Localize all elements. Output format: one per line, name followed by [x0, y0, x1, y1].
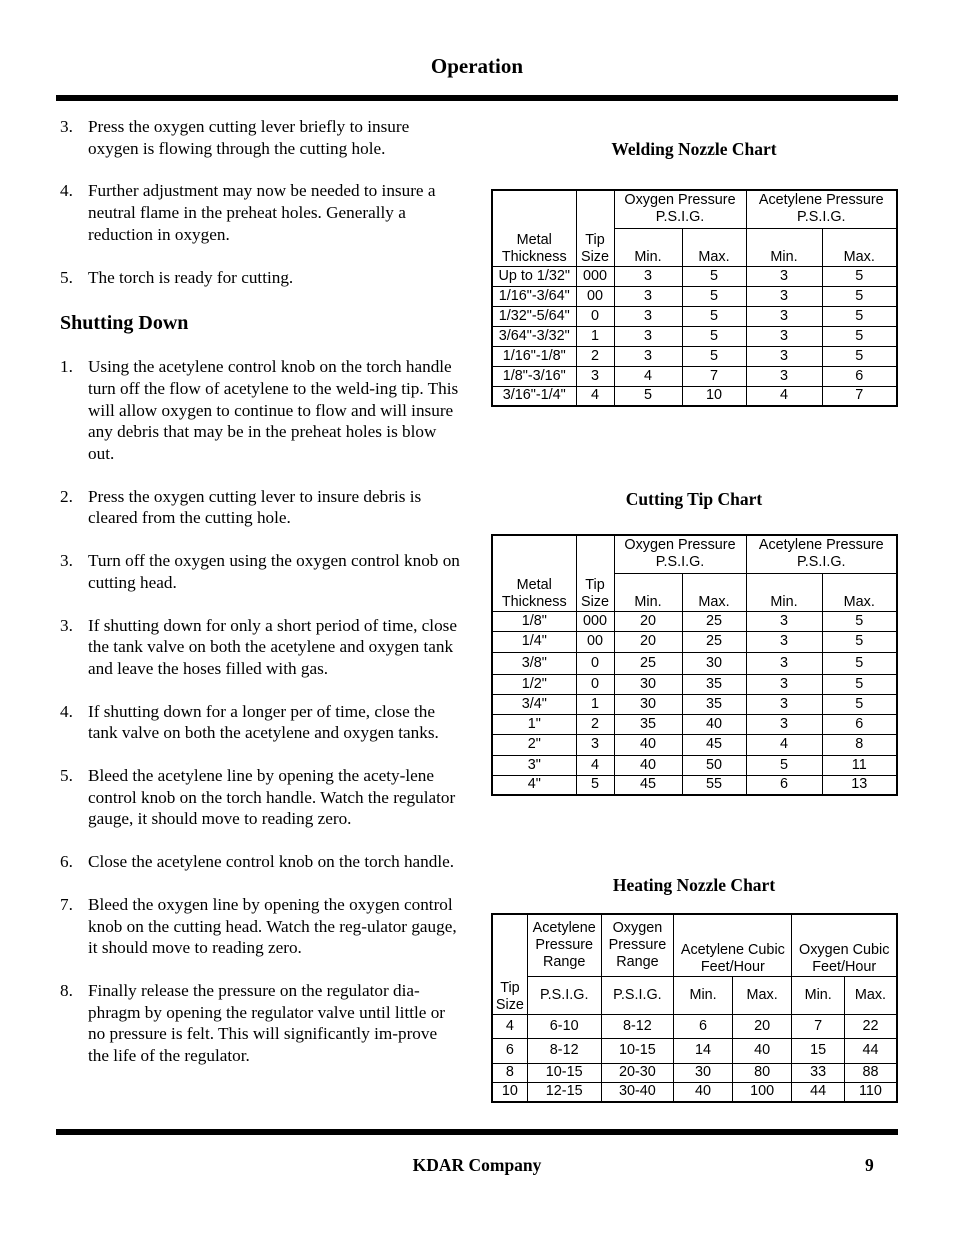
table-cell: 25: [614, 652, 682, 674]
step-text: Press the oxygen cutting lever to insure debris is cleared from the cutting hole.: [88, 486, 422, 528]
table-cell: 3: [746, 306, 822, 326]
table-cell: 30: [674, 1063, 733, 1082]
table-cell: 5: [822, 694, 897, 714]
table-cell: 20: [614, 631, 682, 652]
oxygen-pressure-header: Oxygen Pressure P.S.I.G.: [614, 190, 746, 228]
step-number: 4.: [60, 181, 73, 201]
metal-thickness-header: Metal Thickness: [492, 190, 576, 266]
table-cell: 3: [746, 266, 822, 286]
step-text: Further adjustment may now be needed to insure a neutral flame in the preheat holes. Generally a reduction in oxygen.: [88, 181, 436, 244]
table-cell: 7: [792, 1014, 845, 1038]
table-row: [492, 286, 897, 306]
table-row: [492, 1014, 897, 1038]
table-row: [492, 266, 897, 286]
table-cell: 30: [614, 674, 682, 694]
heating-nozzle-table: [491, 913, 898, 1103]
table-row: [492, 674, 897, 694]
step-item: [60, 615, 460, 680]
table-cell: 8-12: [601, 1014, 674, 1038]
acetylene-pressure-header: Acetylene Pressure P.S.I.G.: [746, 535, 897, 573]
table-row: [492, 652, 897, 674]
max-header: Max.: [682, 573, 746, 611]
table-cell: 5: [682, 326, 746, 346]
table-row: [492, 1063, 897, 1082]
tip-size-header: Tip Size: [576, 190, 614, 266]
step-text: Bleed the acetylene line by opening the acety-lene control knob on the torch handle. Watch the regulator gauge, it should move to reading zero.: [88, 766, 456, 829]
table-cell: 35: [682, 674, 746, 694]
table-cell: 12-15: [527, 1082, 601, 1102]
table-row: [492, 366, 897, 386]
table-cell: 20-30: [601, 1063, 674, 1082]
table-cell: 3: [614, 326, 682, 346]
table-row: [492, 755, 897, 775]
table-row: [492, 326, 897, 346]
table-cell: 3: [614, 306, 682, 326]
table-cell: 5: [822, 652, 897, 674]
table-cell: 8: [822, 734, 897, 755]
table-cell: 14: [674, 1038, 733, 1063]
table-row: [492, 775, 897, 795]
table-cell: 6: [674, 1014, 733, 1038]
table-cell: 4: [576, 386, 614, 406]
table-row: [492, 734, 897, 755]
table-cell: 50: [682, 755, 746, 775]
table-cell: 5: [682, 266, 746, 286]
table-row: [492, 611, 897, 631]
step-item: [60, 116, 460, 159]
step-number: 3.: [60, 117, 73, 136]
table-cell: 10-15: [601, 1038, 674, 1063]
table-cell: 3/4": [492, 694, 576, 714]
oxygen-pressure-range-header: Oxygen Pressure Range: [601, 914, 674, 976]
header-row: [492, 914, 897, 976]
min-header: Min.: [614, 573, 682, 611]
table-cell: 40: [682, 714, 746, 734]
cutting-chart-title: Cutting Tip Chart: [625, 489, 763, 509]
oxygen-pressure-header: Oxygen Pressure P.S.I.G.: [614, 535, 746, 573]
table-row: [492, 694, 897, 714]
table-row: [492, 346, 897, 366]
table-cell: 5: [822, 286, 897, 306]
table-cell: 5: [682, 306, 746, 326]
table-cell: 6: [822, 714, 897, 734]
table-cell: 8-12: [527, 1038, 601, 1063]
table-cell: 6: [822, 366, 897, 386]
max-header: Max.: [682, 228, 746, 266]
step-item: [60, 180, 460, 245]
table-cell: 33: [792, 1063, 845, 1082]
table-cell: 2: [576, 346, 614, 366]
step-text: The torch is ready for cutting.: [88, 267, 294, 287]
step-item: [60, 765, 460, 830]
table-cell: 11: [822, 755, 897, 775]
step-number: 3.: [60, 551, 73, 571]
table-cell: 44: [844, 1038, 897, 1063]
step-number: 3.: [60, 615, 73, 635]
table-cell: 2: [576, 714, 614, 734]
step-item: [60, 267, 460, 289]
table-row: [492, 714, 897, 734]
table-cell: 4: [576, 755, 614, 775]
step-item: [60, 701, 460, 744]
table-cell: 6: [746, 775, 822, 795]
table-row: [492, 631, 897, 652]
table-cell: 5: [682, 346, 746, 366]
table-cell: 3: [746, 611, 822, 631]
step-item: [60, 550, 460, 593]
table-cell: 000: [576, 611, 614, 631]
table-cell: 6-10: [527, 1014, 601, 1038]
table-cell: 4: [492, 1014, 527, 1038]
min-header: Min.: [614, 228, 682, 266]
table-cell: 20: [732, 1014, 792, 1038]
table-cell: 5: [822, 266, 897, 286]
table-cell: 5: [576, 775, 614, 795]
step-text: Close the acetylene control knob on the torch handle.: [88, 852, 455, 872]
heating-chart-title: Heating Nozzle Chart: [612, 875, 776, 895]
table-cell: 0: [576, 306, 614, 326]
table-cell: 10: [492, 1082, 527, 1102]
table-cell: 0: [576, 652, 614, 674]
table-cell: Up to 1/32": [492, 266, 576, 286]
table-cell: 3: [746, 652, 822, 674]
table-cell: 15: [792, 1038, 845, 1063]
table-cell: 5: [682, 286, 746, 306]
header-row: [492, 190, 897, 228]
table-cell: 3/64"-3/32": [492, 326, 576, 346]
psig-header: P.S.I.G.: [601, 976, 674, 1014]
table-cell: 3: [614, 266, 682, 286]
table-cell: 5: [822, 346, 897, 366]
table-cell: 45: [614, 775, 682, 795]
table-cell: 6: [492, 1038, 527, 1063]
min-header: Min.: [746, 228, 822, 266]
table-cell: 00: [576, 286, 614, 306]
oxygen-flow-header: Oxygen Cubic Feet/Hour: [792, 914, 897, 976]
step-item: [60, 486, 460, 529]
table-cell: 8: [492, 1063, 527, 1082]
table-cell: 1/16"-1/8": [492, 346, 576, 366]
step-item: [60, 980, 460, 1067]
max-header: Max.: [822, 573, 897, 611]
table-cell: 3: [614, 286, 682, 306]
table-cell: 20: [614, 611, 682, 631]
table-cell: 2": [492, 734, 576, 755]
subheader-row: [492, 976, 897, 1014]
instructions-column: [60, 116, 460, 1067]
welding-nozzle-table: [491, 189, 898, 407]
top-rule: [56, 95, 898, 101]
table-cell: 5: [822, 326, 897, 346]
table-cell: 30: [682, 652, 746, 674]
table-cell: 35: [682, 694, 746, 714]
table-cell: 30-40: [601, 1082, 674, 1102]
table-cell: 4": [492, 775, 576, 795]
tip-size-header: Tip Size: [492, 914, 527, 1014]
step-text: If shutting down for a longer per of time, close the tank valve on both the acetylene and oxygen tanks.: [88, 701, 439, 743]
page-number: 9: [865, 1155, 874, 1175]
acetylene-flow-header: Acetylene Cubic Feet/Hour: [674, 914, 792, 976]
table-cell: 10-15: [527, 1063, 601, 1082]
step-text: Bleed the oxygen line by opening the oxygen control knob on the cutting head. Watch the reg-ulator gauge, it should move to reading zero.: [88, 894, 457, 958]
acetylene-pressure-header: Acetylene Pressure P.S.I.G.: [746, 190, 897, 228]
step-number: 5.: [60, 766, 73, 786]
step-number: 1.: [60, 357, 73, 377]
table-cell: 3: [576, 734, 614, 755]
metal-thickness-header: Metal Thickness: [492, 535, 576, 611]
table-row: [492, 306, 897, 326]
table-cell: 10: [682, 386, 746, 406]
table-cell: 4: [746, 386, 822, 406]
step-number: 4.: [60, 701, 73, 721]
table-cell: 5: [822, 306, 897, 326]
step-number: 2.: [60, 486, 73, 506]
min-header: Min.: [746, 573, 822, 611]
step-item: [60, 851, 460, 873]
table-cell: 1: [576, 694, 614, 714]
step-text: If shutting down for only a short period of time, close the tank valve on both the acetylene and oxygen tank and leave the hoses filled with gas.: [88, 615, 457, 678]
table-cell: 25: [682, 631, 746, 652]
table-cell: 80: [732, 1063, 792, 1082]
table-cell: 3: [746, 631, 822, 652]
welding-chart-title: Welding Nozzle Chart: [611, 139, 777, 159]
table-cell: 4: [746, 734, 822, 755]
step-number: 8.: [60, 980, 73, 1000]
table-cell: 5: [822, 611, 897, 631]
steps-top-list: [60, 116, 460, 288]
table-cell: 1/2": [492, 674, 576, 694]
table-cell: 88: [844, 1063, 897, 1082]
tip-size-header: Tip Size: [576, 535, 614, 611]
table-cell: 4: [614, 366, 682, 386]
cutting-tip-table: [491, 534, 898, 796]
table-cell: 1/8": [492, 611, 576, 631]
table-cell: 40: [732, 1038, 792, 1063]
table-cell: 3: [746, 346, 822, 366]
table-cell: 3": [492, 755, 576, 775]
psig-header: P.S.I.G.: [527, 976, 601, 1014]
table-cell: 30: [614, 694, 682, 714]
table-cell: 1: [576, 326, 614, 346]
max-header: Max.: [822, 228, 897, 266]
table-cell: 3: [746, 366, 822, 386]
min-header: Min.: [674, 976, 733, 1014]
table-cell: 35: [614, 714, 682, 734]
table-cell: 3: [746, 286, 822, 306]
table-cell: 5: [614, 386, 682, 406]
header-row: [492, 535, 897, 573]
table-cell: 40: [614, 734, 682, 755]
table-cell: 13: [822, 775, 897, 795]
table-cell: 1/4": [492, 631, 576, 652]
table-cell: 5: [746, 755, 822, 775]
footer-company: KDAR Company: [412, 1155, 542, 1175]
table-cell: 3: [746, 694, 822, 714]
page-title: Operation: [430, 54, 524, 78]
section-heading: Shutting Down: [60, 312, 189, 335]
table-cell: 7: [822, 386, 897, 406]
table-cell: 40: [614, 755, 682, 775]
table-cell: 3: [746, 326, 822, 346]
step-item: [60, 356, 460, 465]
table-cell: 3/8": [492, 652, 576, 674]
table-cell: 3: [746, 714, 822, 734]
max-header: Max.: [844, 976, 897, 1014]
table-cell: 3: [576, 366, 614, 386]
table-cell: 5: [822, 674, 897, 694]
step-text: Press the oxygen cutting lever briefly to insure oxygen is flowing through the cutting hole.: [88, 117, 410, 158]
acetylene-pressure-range-header: Acetylene Pressure Range: [527, 914, 601, 976]
table-row: [492, 386, 897, 406]
table-cell: 25: [682, 611, 746, 631]
table-cell: 3: [614, 346, 682, 366]
min-header: Min.: [792, 976, 845, 1014]
max-header: Max.: [732, 976, 792, 1014]
table-cell: 7: [682, 366, 746, 386]
step-text: Finally release the pressure on the regulator dia-phragm by opening the regulator valve until little or no pressure is felt. This will significantly im-prove the life of the regulator.: [88, 980, 446, 1066]
table-cell: 100: [732, 1082, 792, 1102]
shutdown-steps-list: [60, 356, 460, 1067]
step-number: 7.: [60, 894, 73, 914]
table-cell: 1/32"-5/64": [492, 306, 576, 326]
table-cell: 44: [792, 1082, 845, 1102]
step-number: 5.: [60, 267, 73, 287]
table-cell: 000: [576, 266, 614, 286]
table-cell: 1/16"-3/64": [492, 286, 576, 306]
table-cell: 3: [746, 674, 822, 694]
table-cell: 22: [844, 1014, 897, 1038]
step-text: Turn off the oxygen using the oxygen control knob on cutting head.: [88, 551, 460, 592]
table-cell: 40: [674, 1082, 733, 1102]
table-cell: 0: [576, 674, 614, 694]
bottom-rule: [56, 1129, 898, 1135]
step-item: [60, 894, 460, 959]
table-cell: 1/8"-3/16": [492, 366, 576, 386]
table-cell: 3/16"-1/4": [492, 386, 576, 406]
step-text: Using the acetylene control knob on the torch handle turn off the flow of acetylene to the weld-ing tip. This will allow oxygen to continue to flow and will insure any debris that may be in the preheat holes is blow out.: [88, 357, 459, 464]
table-cell: 00: [576, 631, 614, 652]
step-number: 6.: [60, 852, 73, 872]
table-cell: 45: [682, 734, 746, 755]
table-cell: 1": [492, 714, 576, 734]
table-cell: 110: [844, 1082, 897, 1102]
table-row: [492, 1038, 897, 1063]
table-cell: 55: [682, 775, 746, 795]
table-row: [492, 1082, 897, 1102]
table-cell: 5: [822, 631, 897, 652]
